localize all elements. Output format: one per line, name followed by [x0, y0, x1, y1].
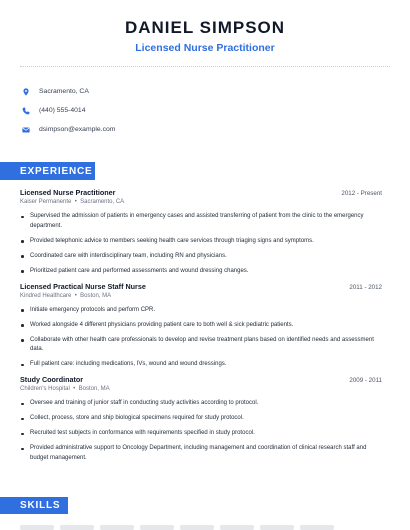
skills-list	[20, 525, 334, 530]
contact-phone-text: (440) 555-4014	[39, 107, 86, 114]
job-location: Sacramento, CA	[80, 199, 125, 205]
phone-icon	[22, 107, 30, 115]
skill-chip	[100, 525, 134, 530]
job-bullet: Supervised the admission of patients in emergency cases and assisted transferring of patient from the clinic to the emergency department.	[20, 212, 382, 231]
job-bullet: Collaborate with other health care professionals to develop and revise treatment plans based on identified needs and assessment data.	[20, 336, 382, 355]
job-location: Boston, MA	[80, 292, 112, 299]
job-bullets	[20, 399, 382, 463]
experience-list	[20, 188, 382, 469]
job-entry	[20, 188, 382, 276]
skill-chip	[60, 525, 94, 530]
job-bullet: Prioritized patient care and performed assessments and wound dressing changes.	[20, 267, 382, 277]
header-divider	[20, 66, 390, 67]
skill-chip	[260, 525, 294, 530]
job-bullet: Collect, process, store and ship biological specimens required for study protocol.	[20, 414, 382, 424]
skills-section-heading: SKILLS	[0, 497, 68, 514]
job-bullet: Initiate emergency protocols and perform CPR.	[20, 306, 382, 316]
job-role: Study Coordinator	[20, 375, 84, 384]
job-bullet: Provided administrative support to Oncology Department, including management and coordination of clinical research staff and budget management.	[20, 444, 382, 463]
job-dates: 2009 - 2011	[349, 377, 382, 384]
contact-email	[22, 120, 115, 139]
job-meta: Children's Hospital • Boston, MA	[20, 386, 110, 392]
skill-chip	[220, 525, 254, 530]
job-company: Kaiser Permanente	[20, 199, 72, 205]
job-header	[20, 282, 382, 292]
job-dates: 2012 - Present	[341, 190, 382, 197]
job-bullet: Coordinated care with interdisciplinary team, including RN and physicians.	[20, 252, 382, 262]
skill-chip	[180, 525, 214, 530]
contact-location	[22, 82, 115, 101]
email-icon	[22, 126, 30, 134]
skill-chip	[20, 525, 54, 530]
contact-email-text: dsimpson@example.com	[39, 126, 116, 133]
contact-phone	[22, 101, 115, 120]
job-bullet: Full patient care: including medications, IVs, wound and wound dressings.	[20, 360, 382, 370]
job-company: Children's Hospital	[20, 386, 70, 392]
job-header	[20, 375, 382, 385]
job-entry	[20, 282, 382, 370]
job-bullet: Provided telephonic advice to members seeking health care services through triaging signs and symptoms.	[20, 237, 382, 247]
job-entry	[20, 375, 382, 463]
job-meta: Kaiser Permanente • Sacramento, CA	[20, 199, 125, 205]
candidate-name: DANIEL SIMPSON	[124, 18, 286, 37]
resume-header	[0, 0, 410, 55]
job-bullet: Oversee and training of junior staff in conducting study activities according to protocol.	[20, 399, 382, 409]
job-header	[20, 188, 382, 198]
job-location: Boston, MA	[78, 386, 110, 392]
job-role: Licensed Nurse Practitioner	[20, 188, 116, 197]
job-bullets	[20, 306, 382, 370]
job-bullet: Worked alongside 4 different physicians providing patient care to both well & sick pediatric patients.	[20, 321, 382, 331]
contact-list	[22, 82, 115, 139]
candidate-title: Licensed Nurse Practitioner	[135, 42, 275, 54]
job-company: Kindred Healthcare	[20, 292, 72, 299]
experience-section-heading: EXPERIENCE	[0, 162, 95, 180]
job-role: Licensed Practical Nurse Staff Nurse	[20, 281, 146, 291]
job-bullets	[20, 212, 382, 276]
skill-chip	[300, 525, 334, 530]
contact-location-text: Sacramento, CA	[39, 88, 89, 95]
job-meta: Kindred Healthcare • Boston, MA	[20, 292, 112, 299]
skill-chip	[140, 525, 174, 530]
job-bullet: Recruited test subjects in conformance with requirements specified in study protocol.	[20, 429, 382, 439]
location-pin-icon	[22, 88, 30, 96]
job-dates: 2011 - 2012	[349, 283, 382, 291]
